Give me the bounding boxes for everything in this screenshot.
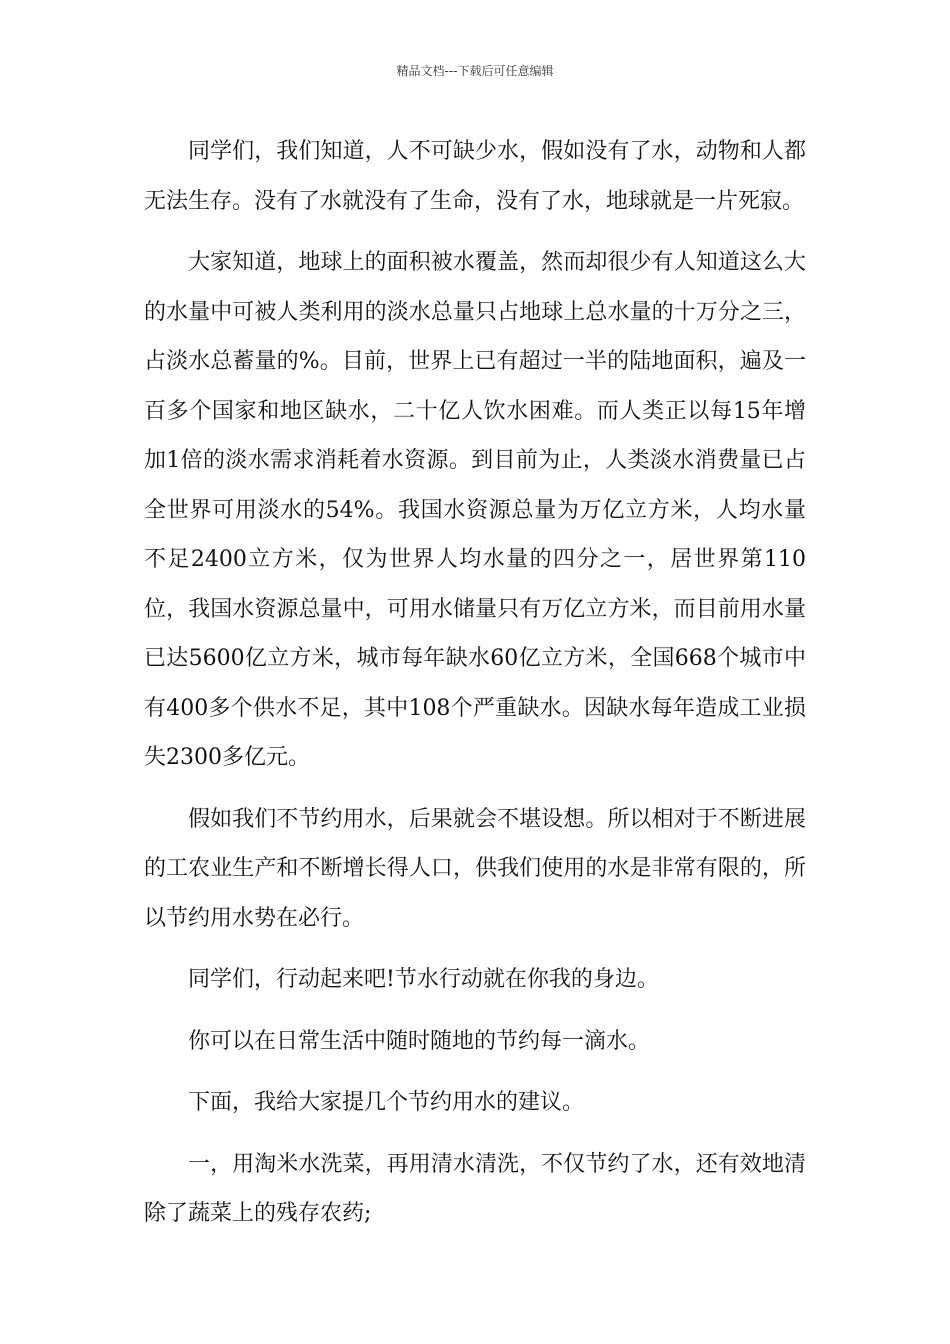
paragraph-5: 你可以在日常生活中随时随地的节约每一滴水。 xyxy=(188,1028,651,1054)
paragraph-7: 一，用淘米水洗菜，再用清水清洗，不仅节约了水，还有效地清除了蔬菜上的残存农药; xyxy=(144,1151,806,1226)
paragraph-1: 同学们，我们知道，人不可缺少水，假如没有了水，动物和人都无法生存。没有了水就没有了生命，没有了水，地球就是一片死寂。 xyxy=(144,139,806,214)
paragraph-2: 大家知道，地球上的面积被水覆盖，然而却很少有人知道这么大的水量中可被人类利用的淡水总量只占地球上总水量的十万分之三，占淡水总蓄量的%。目前，世界上已有超过一半的陆地面积，遍及一百多个国家和地区缺水，二十亿人饮水困难。而人类正以每15年增加1倍的淡水需求消耗着水资源。到目前为止，人类淡水消费量已占全世界可用淡水的54%。我国水资源总量为万亿立方米，人均水量不足2400立方米，仅为世界人均水量的四分之一，居世界第110位，我国水资源总量中，可用水储量只有万亿立方米，而目前用水量已达5600亿立方米，城市每年缺水60亿立方米，全国668个城市中有400多个供水不足，其中108个严重缺水。因缺水每年造成工业损失2300多亿元。 xyxy=(144,250,806,770)
paragraph-4: 同学们，行动起来吧!节水行动就在你我的身边。 xyxy=(188,967,659,992)
document-body xyxy=(144,127,806,1251)
paragraph-6: 下面，我给大家提几个节约用水的建议。 xyxy=(188,1090,585,1115)
page-header: 精品文档---下载后可任意编辑 xyxy=(396,64,554,78)
paragraph-3: 假如我们不节约用水，后果就会不堪设想。所以相对于不断进展的工农业生产和不断增长得人口，供我们使用的水是非常有限的，所以节约用水势在必行。 xyxy=(144,806,806,931)
